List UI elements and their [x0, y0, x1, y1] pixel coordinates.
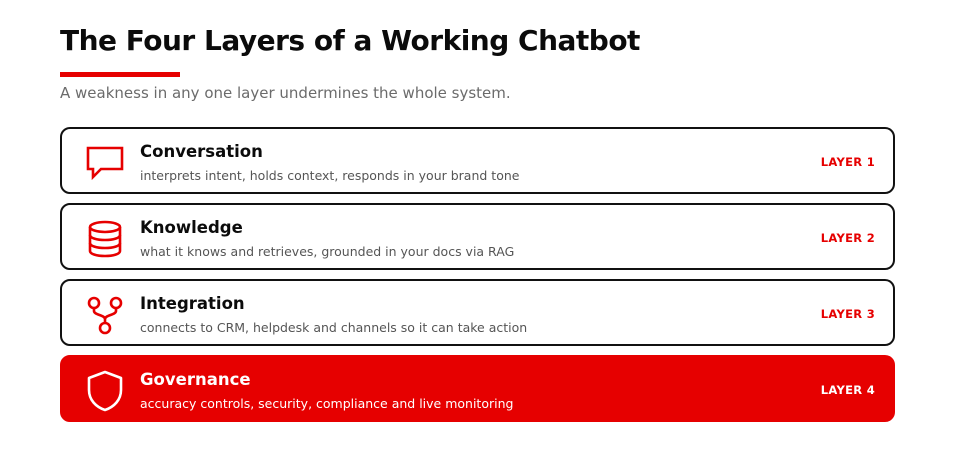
layer-card-governance — [60, 355, 895, 422]
page-subtitle: A weakness in any one layer undermines the whole system. — [60, 84, 511, 102]
title-underline — [60, 72, 180, 77]
layer-name: Knowledge — [140, 218, 243, 237]
chat-bubble-icon — [82, 143, 128, 183]
layer-name: Conversation — [140, 142, 263, 161]
layer-card-knowledge — [60, 203, 895, 270]
layer-card-conversation — [60, 127, 895, 194]
layer-tag: LAYER 4 — [820, 383, 875, 397]
layer-tag: LAYER 3 — [820, 307, 875, 321]
layer-description: accuracy controls, security, compliance and live monitoring — [140, 396, 514, 411]
layer-name: Governance — [140, 370, 251, 389]
layer-card-integration — [60, 279, 895, 346]
git-branch-icon — [82, 295, 128, 335]
layer-name: Integration — [140, 294, 245, 313]
layer-description: connects to CRM, helpdesk and channels so it can take action — [140, 320, 528, 335]
shield-icon — [82, 371, 128, 411]
page-title: The Four Layers of a Working Chatbot — [60, 24, 640, 57]
layer-tag: LAYER 1 — [820, 155, 875, 169]
layer-tag: LAYER 2 — [820, 231, 875, 245]
layer-description: interprets intent, holds context, responds in your brand tone — [140, 168, 520, 183]
layers-list — [60, 127, 895, 431]
database-icon — [82, 219, 128, 259]
layer-description: what it knows and retrieves, grounded in your docs via RAG — [140, 244, 515, 259]
